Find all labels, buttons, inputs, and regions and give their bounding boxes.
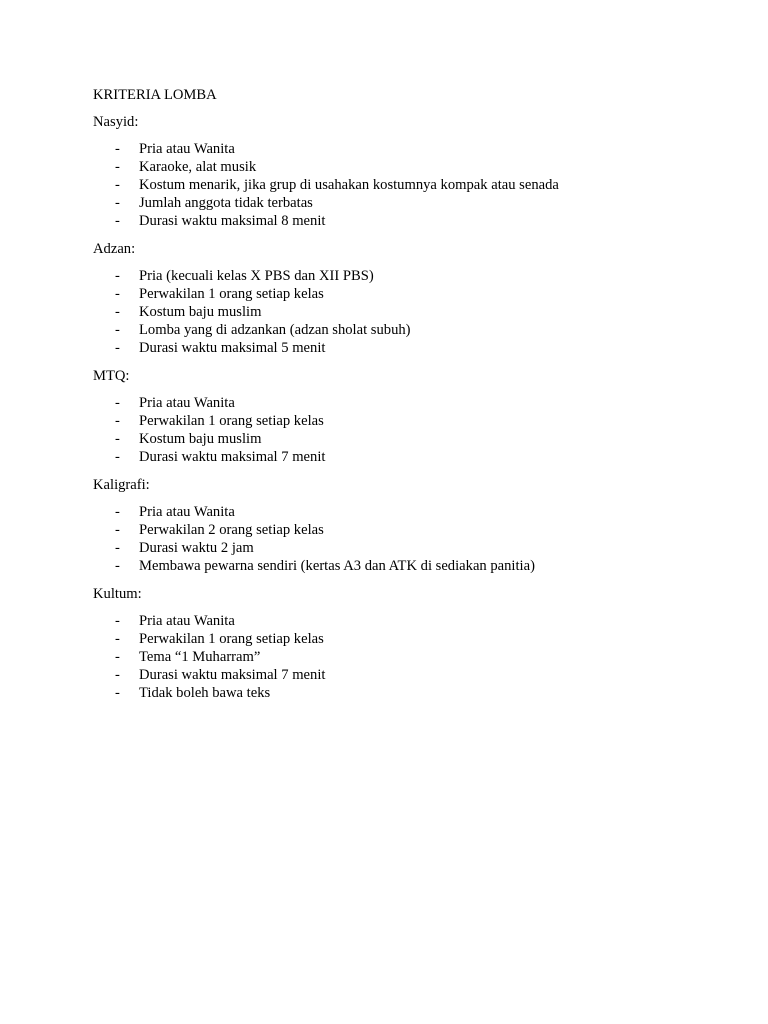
list-item <box>93 394 733 412</box>
bullet-dash: - <box>115 340 120 356</box>
list-item-text: Durasi waktu maksimal 7 menit <box>139 667 326 683</box>
bullet-dash: - <box>115 395 120 411</box>
list-item <box>93 521 733 539</box>
list-item-text: Lomba yang di adzankan (adzan sholat subuh) <box>139 322 411 338</box>
bullet-dash: - <box>115 195 120 211</box>
list-item <box>93 612 733 630</box>
list-item <box>93 321 733 339</box>
list-item-text: Tema “1 Muharram” <box>139 649 261 665</box>
list-item-text: Kostum baju muslim <box>139 304 262 320</box>
criteria-list <box>93 267 733 357</box>
bullet-dash: - <box>115 667 120 683</box>
list-item <box>93 648 733 666</box>
bullet-dash: - <box>115 504 120 520</box>
list-item-text: Pria atau Wanita <box>139 613 235 629</box>
list-item-text: Durasi waktu maksimal 7 menit <box>139 449 326 465</box>
list-item-text: Kostum baju muslim <box>139 431 262 447</box>
list-item <box>93 684 733 702</box>
bullet-dash: - <box>115 286 120 302</box>
bullet-dash: - <box>115 177 120 193</box>
list-item <box>93 339 733 357</box>
bullet-dash: - <box>115 558 120 574</box>
section-nasyid <box>93 113 733 230</box>
list-item <box>93 430 733 448</box>
list-item <box>93 557 733 575</box>
bullet-dash: - <box>115 213 120 229</box>
bullet-dash: - <box>115 304 120 320</box>
criteria-list <box>93 140 733 230</box>
section-mtq <box>93 367 733 466</box>
section-heading: Nasyid: <box>93 114 139 130</box>
section-kultum <box>93 585 733 702</box>
criteria-list <box>93 394 733 466</box>
list-item-text: Perwakilan 1 orang setiap kelas <box>139 286 324 302</box>
bullet-dash: - <box>115 540 120 556</box>
list-item-text: Kostum menarik, jika grup di usahakan kostumnya kompak atau senada <box>139 177 559 193</box>
list-item-text: Jumlah anggota tidak terbatas <box>139 195 313 211</box>
list-item <box>93 194 733 212</box>
bullet-dash: - <box>115 685 120 701</box>
list-item <box>93 666 733 684</box>
list-item-text: Durasi waktu maksimal 8 menit <box>139 213 326 229</box>
criteria-list <box>93 612 733 702</box>
list-item-text: Perwakilan 1 orang setiap kelas <box>139 413 324 429</box>
bullet-dash: - <box>115 141 120 157</box>
section-heading: MTQ: <box>93 368 130 384</box>
section-adzan <box>93 240 733 357</box>
list-item-text: Membawa pewarna sendiri (kertas A3 dan ATK di sediakan panitia) <box>139 558 535 574</box>
section-heading: Kultum: <box>93 586 142 602</box>
list-item <box>93 503 733 521</box>
list-item <box>93 630 733 648</box>
list-item <box>93 285 733 303</box>
list-item-text: Perwakilan 2 orang setiap kelas <box>139 522 324 538</box>
document-title: KRITERIA LOMBA <box>93 87 217 103</box>
bullet-dash: - <box>115 322 120 338</box>
list-item <box>93 448 733 466</box>
list-item <box>93 539 733 557</box>
bullet-dash: - <box>115 522 120 538</box>
list-item-text: Perwakilan 1 orang setiap kelas <box>139 631 324 647</box>
bullet-dash: - <box>115 431 120 447</box>
bullet-dash: - <box>115 413 120 429</box>
criteria-list <box>93 503 733 575</box>
list-item-text: Durasi waktu 2 jam <box>139 540 254 556</box>
list-item-text: Tidak boleh bawa teks <box>139 685 271 701</box>
list-item <box>93 176 733 194</box>
bullet-dash: - <box>115 159 120 175</box>
bullet-dash: - <box>115 613 120 629</box>
list-item-text: Pria atau Wanita <box>139 395 235 411</box>
list-item-text: Pria atau Wanita <box>139 141 235 157</box>
list-item <box>93 267 733 285</box>
bullet-dash: - <box>115 649 120 665</box>
list-item <box>93 303 733 321</box>
list-item <box>93 212 733 230</box>
list-item-text: Durasi waktu maksimal 5 menit <box>139 340 326 356</box>
section-heading: Adzan: <box>93 241 136 257</box>
section-heading: Kaligrafi: <box>93 477 150 493</box>
list-item <box>93 412 733 430</box>
bullet-dash: - <box>115 631 120 647</box>
list-item-text: Pria (kecuali kelas X PBS dan XII PBS) <box>139 268 374 284</box>
document-content <box>93 86 733 712</box>
list-item-text: Karaoke, alat musik <box>139 159 257 175</box>
bullet-dash: - <box>115 268 120 284</box>
bullet-dash: - <box>115 449 120 465</box>
list-item-text: Pria atau Wanita <box>139 504 235 520</box>
list-item <box>93 158 733 176</box>
list-item <box>93 140 733 158</box>
section-kaligrafi <box>93 476 733 575</box>
